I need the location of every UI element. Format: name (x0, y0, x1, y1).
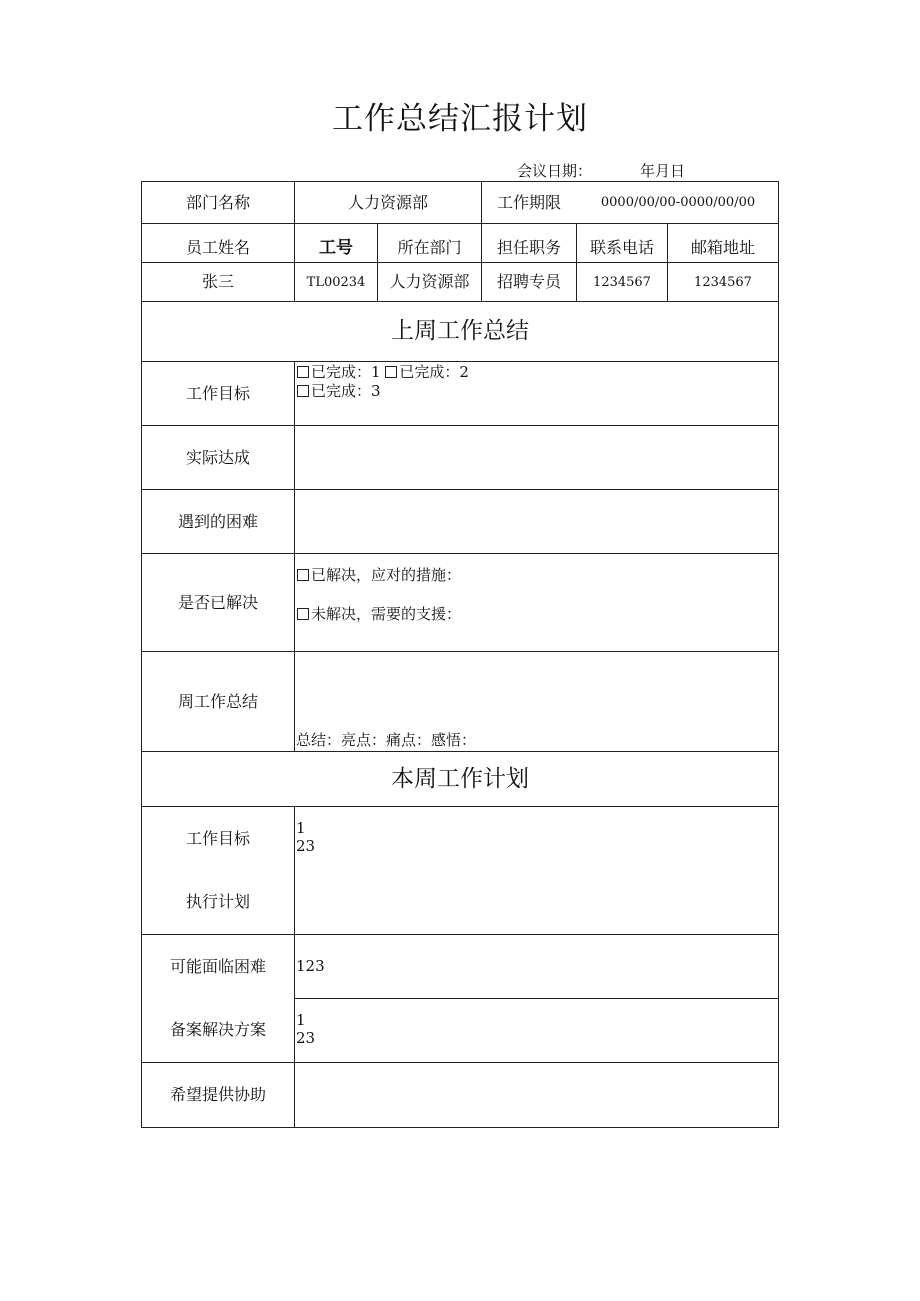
help-needed-label: 希望提供协助 (169, 1085, 266, 1104)
checkbox-icon[interactable] (385, 366, 397, 378)
difficulty-label: 遇到的困难 (177, 511, 258, 531)
possible-difficulty-value: 123 (296, 957, 325, 975)
last-week-goal-label: 工作目标 (185, 383, 250, 403)
resolved-option-no: 未解决，需要的支援： (297, 605, 461, 624)
backup-line-1: 1 (296, 1011, 306, 1029)
checkbox-icon[interactable] (297, 569, 309, 581)
col-email: 邮箱地址 (690, 238, 755, 257)
checkbox-icon[interactable] (297, 385, 309, 397)
col-employee-id: 工号 (319, 237, 353, 258)
plan-line-1: 1 (296, 819, 306, 837)
col-position: 担任职务 (496, 238, 561, 257)
plan-line-2: 23 (296, 837, 316, 855)
last-week-section-title: 上周工作总结 (391, 318, 529, 344)
col-employee-name: 员工姓名 (185, 238, 250, 257)
period-value: 0000/00/00-0000/00/00 (600, 195, 756, 210)
page-title: 工作总结汇报计划 (332, 101, 588, 137)
resolved-option-yes: 已解决，应对的措施： (297, 566, 461, 585)
this-week-goal-label: 工作目标 (185, 829, 250, 848)
employee-id-value: TL00234 (306, 274, 366, 290)
employee-phone-value: 1234567 (593, 274, 651, 290)
employee-position-value: 招聘专员 (496, 272, 561, 291)
backup-plan-label: 备案解决方案 (169, 1020, 266, 1039)
actual-achieved-label: 实际达成 (185, 447, 250, 467)
employee-dept-value: 人力资源部 (389, 272, 470, 291)
last-week-goal-items: 已完成：1 已完成：2 已完成：3 (297, 363, 469, 401)
period-label: 工作期限 (496, 192, 561, 212)
possible-difficulty-label: 可能面临困难 (169, 957, 266, 976)
employee-name-value: 张三 (201, 272, 234, 291)
meeting-date-label: 会议日期： (517, 162, 593, 180)
employee-email-value: 1234567 (694, 274, 752, 290)
weekly-summary-label: 周工作总结 (177, 691, 258, 711)
this-week-section-title: 本周工作计划 (391, 765, 529, 792)
backup-line-2: 23 (296, 1029, 316, 1047)
weekly-summary-text: 总结：亮点：痛点：感悟： (296, 731, 477, 749)
exec-plan-label: 执行计划 (185, 892, 250, 911)
checkbox-icon[interactable] (297, 366, 309, 378)
col-department: 所在部门 (397, 238, 462, 257)
resolved-label: 是否已解决 (177, 592, 258, 612)
col-phone: 联系电话 (589, 238, 654, 257)
dept-label: 部门名称 (185, 192, 250, 212)
meeting-date-value: 年月日 (640, 162, 686, 180)
dept-value: 人力资源部 (347, 192, 428, 212)
checkbox-icon[interactable] (297, 608, 309, 620)
